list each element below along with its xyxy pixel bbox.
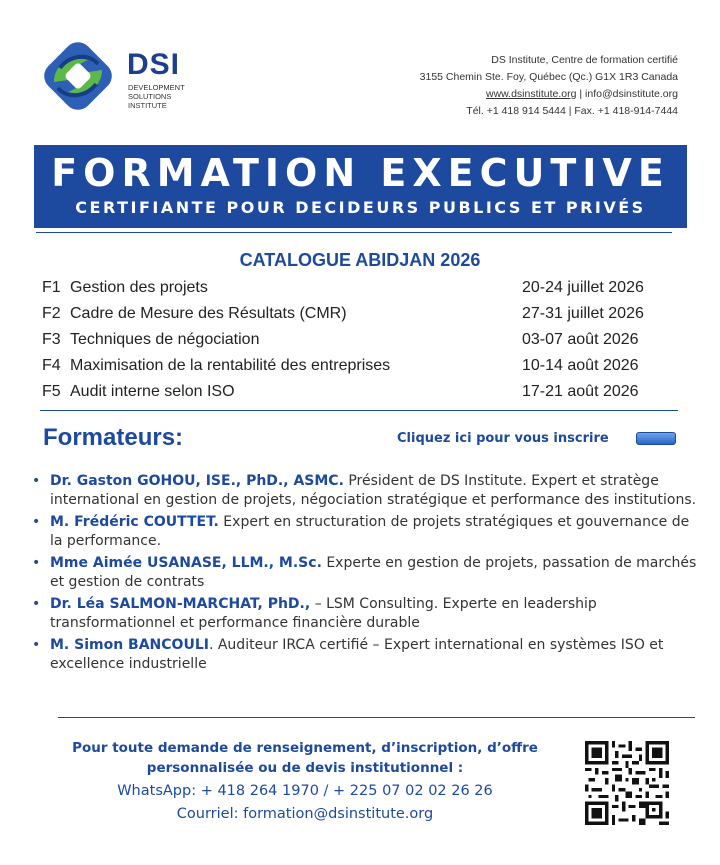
trainer-name: Dr. Gaston GOHOU, ISE., PhD., ASMC. xyxy=(50,473,344,489)
trainer-description: Président de DS Institute. Expert et stratège international en gestion de projets, négociation stratégique et performance des institutions. xyxy=(50,473,697,508)
footer-info-line-2: personnalisée ou de devis institutionnel : xyxy=(146,760,464,776)
title-banner xyxy=(34,145,687,228)
trainer-description: Expert en structuration de projets stratégiques et gouvernance de la performance. xyxy=(50,514,690,549)
course-row xyxy=(42,305,664,331)
footer-info-line-1: Pour toute demande de renseignement, d’inscription, d’offre xyxy=(72,740,538,756)
divider xyxy=(36,232,672,233)
bullet-icon: • xyxy=(32,473,41,489)
contact-email: | info@dsinstitute.org xyxy=(576,88,678,100)
banner-subtitle: CERTIFIANTE POUR DECIDEURS PUBLICS ET PRIVÉS xyxy=(75,198,646,217)
website-link[interactable]: www.dsinstitute.org xyxy=(486,88,577,100)
formateurs-heading: Formateurs: xyxy=(43,424,184,451)
course-date: 03-07 août 2026 xyxy=(522,331,639,348)
course-date: 27-31 juillet 2026 xyxy=(522,305,644,322)
trainer-name: M. Frédéric COUTTET. xyxy=(50,514,219,530)
course-date: 20-24 juillet 2026 xyxy=(522,279,644,296)
list-item xyxy=(32,554,702,592)
bullet-icon: • xyxy=(32,637,41,653)
course-code: F5 xyxy=(42,383,61,400)
course-code: F4 xyxy=(42,357,61,374)
dsi-logo-icon xyxy=(40,42,122,112)
trainer-name: Mme Aimée USANASE, LLM., M.Sc. xyxy=(50,555,322,571)
whatsapp-contact: WhatsApp: + 418 264 1970 / + 225 07 02 02 26 26 xyxy=(117,783,493,799)
trainer-name: Dr. Léa SALMON-MARCHAT, PhD., xyxy=(50,596,311,612)
course-name: Techniques de négociation xyxy=(70,331,260,348)
register-button[interactable] xyxy=(636,432,676,445)
divider xyxy=(58,717,695,718)
contact-address: 3155 Chemin Ste. Foy, Québec (Qc.) G1X 1R3 Canada xyxy=(419,71,678,83)
contact-block xyxy=(420,52,678,120)
email-contact[interactable]: Courriel: formation@dsinstitute.org xyxy=(176,806,434,822)
course-code: F3 xyxy=(42,331,61,348)
course-date: 10-14 août 2026 xyxy=(522,357,639,374)
trainer-name: M. Simon BANCOULI xyxy=(50,637,209,653)
bullet-icon: • xyxy=(32,555,41,571)
trainer-description: Experte en gestion de projets, passation de marchés et gestion de contrats xyxy=(50,555,697,590)
list-item xyxy=(32,472,702,510)
bullet-icon: • xyxy=(32,514,41,530)
contact-line-1: DS Institute, Centre de formation certifié xyxy=(491,54,678,66)
list-item xyxy=(32,595,702,633)
course-name: Audit interne selon ISO xyxy=(70,383,235,400)
bullet-icon: • xyxy=(32,596,41,612)
banner-title: FORMATION EXECUTIVE xyxy=(51,151,670,195)
course-row xyxy=(42,331,664,357)
trainer-description: – LSM Consulting. Experte en leadership transformationnel et performance financière durable xyxy=(50,596,597,631)
course-name: Gestion des projets xyxy=(70,279,208,296)
course-row xyxy=(42,357,664,383)
trainer-description: . Auditeur IRCA certifié – Expert international en systèmes ISO et excellence industrielle xyxy=(50,637,664,672)
qr-code-icon[interactable] xyxy=(584,741,670,825)
trainer-list xyxy=(32,472,702,677)
course-code: F1 xyxy=(42,279,61,296)
logo-subtitle: DEVELOPMENT SOLUTIONS INSTITUTE xyxy=(128,83,185,110)
logo-wordmark: DSI xyxy=(127,48,181,81)
divider xyxy=(40,410,678,411)
course-row xyxy=(42,383,664,409)
register-link[interactable]: Cliquez ici pour vous inscrire xyxy=(397,431,609,446)
list-item xyxy=(32,513,702,551)
course-row xyxy=(42,279,664,305)
course-date: 17-21 août 2026 xyxy=(522,383,639,400)
course-name: Maximisation de la rentabilité des entreprises xyxy=(70,357,391,374)
catalogue-title: CATALOGUE ABIDJAN 2026 xyxy=(239,250,481,270)
list-item xyxy=(32,636,702,674)
course-name: Cadre de Mesure des Résultats (CMR) xyxy=(70,305,347,322)
contact-phone: Tél. +1 418 914 5444 | Fax. +1 418-914-7444 xyxy=(466,105,678,117)
course-code: F2 xyxy=(42,305,61,322)
